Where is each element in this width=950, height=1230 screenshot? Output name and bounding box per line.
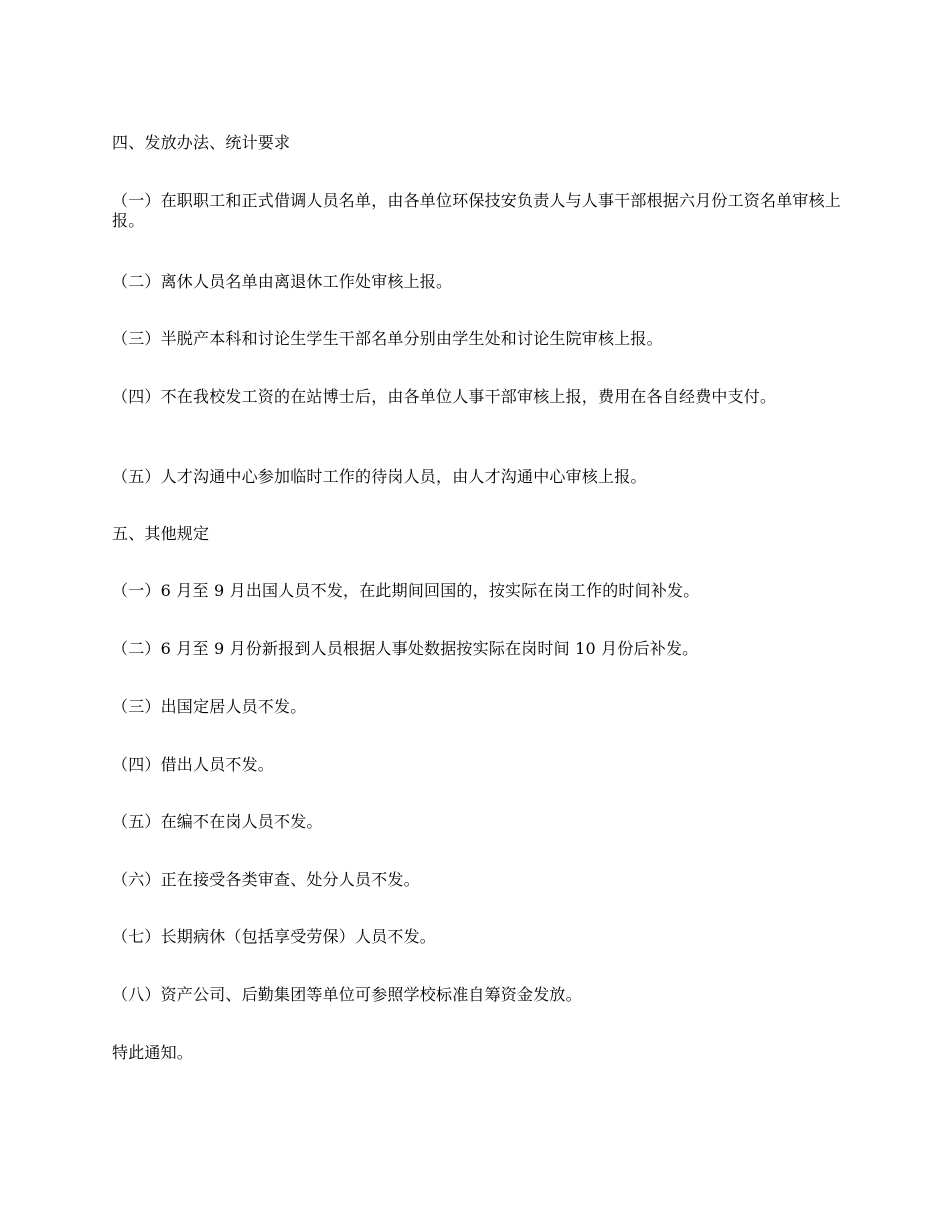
paragraph-item: （四）借出人员不发。 <box>112 755 275 774</box>
paragraph-item: （三）半脱产本科和讨论生学生干部名单分别由学生处和讨论生院审核上报。 <box>112 329 663 348</box>
section-heading-other-rules: 五、其他规定 <box>112 524 210 543</box>
paragraph-item: （五）在编不在岗人员不发。 <box>112 812 323 831</box>
paragraph-item: （五）人才沟通中心参加临时工作的待岗人员，由人才沟通中心审核上报。 <box>112 467 647 486</box>
paragraph-item: （一）在职职工和正式借调人员名单，由各单位环保技安负责人与人事干部根据六月份工资名单审核上报。 <box>112 191 842 230</box>
paragraph-item: （八）资产公司、后勤集团等单位可参照学校标准自筹资金发放。 <box>112 985 582 1004</box>
paragraph-item: （二）离休人员名单由离退休工作处审核上报。 <box>112 272 453 291</box>
paragraph-item: （三）出国定居人员不发。 <box>112 697 307 716</box>
paragraph-item: （七）长期病休（包括享受劳保）人员不发。 <box>112 927 437 946</box>
section-heading-distribution: 四、发放办法、统计要求 <box>112 133 291 152</box>
paragraph-item: （一）6 月至 9 月出国人员不发，在此期间回国的，按实际在岗工作的时间补发。 <box>112 581 700 600</box>
paragraph-item: （六）正在接受各类审查、处分人员不发。 <box>112 870 420 889</box>
paragraph-item: （二）6 月至 9 月份新报到人员根据人事处数据按实际在岗时间 10 月份后补发。 <box>112 639 699 658</box>
paragraph-item: （四）不在我校发工资的在站博士后，由各单位人事干部审核上报，费用在各自经费中支付。 <box>112 387 777 406</box>
closing-line: 特此通知。 <box>112 1043 194 1062</box>
